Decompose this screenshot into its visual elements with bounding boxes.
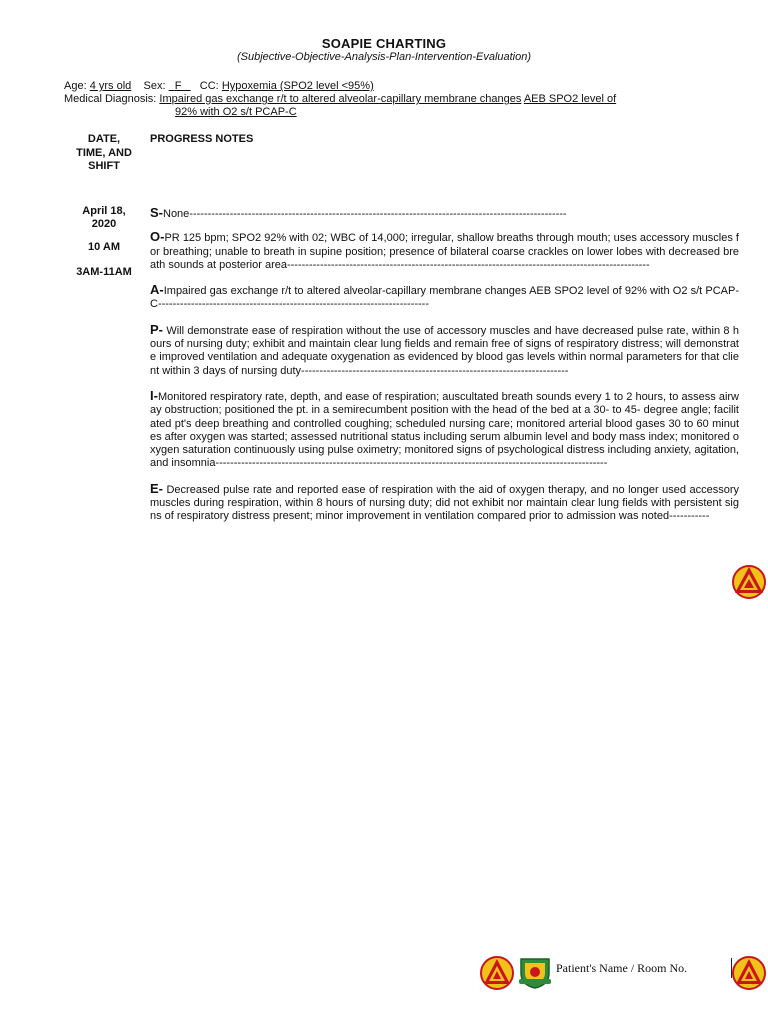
patient-name-room-label: Patient's Name / Room No.: [556, 961, 688, 975]
cc-label: CC:: [199, 80, 219, 92]
diagnosis-value: Impaired gas exchange r/t to altered alveolar-capillary membrane changes: [159, 93, 522, 105]
note-analysis: A-Impaired gas exchange r/t to altered alveolar-capillary membrane changes AEB SPO2 level of 92% with O2 s/t PCAP-C--------------------------------------------------------------------------: [150, 282, 739, 311]
entry-date: April 18, 2020: [82, 205, 126, 230]
age-value: 4 yrs old: [89, 80, 132, 92]
entry-time: 10 AM: [88, 241, 120, 253]
note-objective: O-PR 125 bpm; SPO2 92% with 02; WBC of 14,000; irregular, shallow breaths through mouth; uses accessory muscles for breathing; unable to breath in supine position; presence of bilateral coarse crackles on lower lobes with decreased breath sounds at posterior area---------------------------------------------------------------------------------------------------: [150, 229, 739, 271]
nursing-seal-icon: [479, 955, 515, 991]
entry-shift: 3AM-11AM: [76, 266, 132, 278]
page-title: SOAPIE CHARTING: [321, 36, 447, 51]
patient-info-line-2: [64, 93, 616, 106]
progress-notes: [150, 206, 739, 535]
page-subtitle: (Subjective-Objective-Analysis-Plan-Intervention-Evaluation): [236, 51, 532, 63]
crest-icon: [517, 953, 553, 989]
sex-label: Sex:: [143, 80, 166, 92]
school-seal-icon: [731, 562, 767, 600]
note-subjective: S-None-------------------------------------------------------------------------------------------------------: [150, 205, 567, 220]
note-plan: P- Will demonstrate ease of respiration without the use of accessory muscles and have decreased pulse rate, within 8 hours of nursing duty; exhibit and maintain clear lung fields and remain free of signs of respiratory distress; will demonstrate improved ventilation and adequate oxygenation as evidenced by blood gas levels within normal parameters for that client within 3 days of nursing duty-------------------------------------------------------------------------: [150, 321, 739, 377]
diagnosis-value-cont: AEB SPO2 level of: [523, 93, 617, 105]
age-label: Age:: [64, 80, 87, 92]
patient-info-line-3: [64, 106, 616, 119]
patient-info: [64, 80, 616, 119]
progress-notes-header: PROGRESS NOTES: [150, 133, 254, 145]
date-time-shift-header: DATE, TIME, AND SHIFT: [76, 133, 132, 172]
diagnosis-value-line-2: 92% with O2 s/t PCAP-C: [175, 106, 297, 118]
school-seal-footer-icon: [731, 955, 767, 991]
cc-value: Hypoxemia (SPO2 level <95%): [221, 80, 374, 92]
note-intervention: I-Monitored respiratory rate, depth, and ease of respiration; auscultated breath sounds every 1 to 2 hours, to assess airway obstruction; positioned the pt. in a semirecumbent position with the head of the bed at a 30- to 45- degree angle; facilitated pt's deep breathing and controlled coughing; scheduled nursing care; monitored arterial blood gases 30 to 60 minutes after oxygen was started; assessed nutritional status including serum albumin level and body mass index; monitored oxygen saturation continuously using pulse oximetry; monitored signs of psychological distress including anxiety, agitation, and insomnia-----------------------------------------------------------------------------------------------------------: [150, 387, 739, 470]
sex-value: F: [174, 80, 182, 92]
note-evaluation: E- Decreased pulse rate and reported ease of respiration with the aid of oxygen therapy, and no longer used accessory muscles during respiration, within 8 hours of nursing duty; did not exhibit nor maintain clear lung fields with persistent signs of respiratory distress present; minor improvement in ventilation compared prior to admission was noted-----------: [150, 480, 739, 523]
diagnosis-label: Medical Diagnosis:: [64, 93, 157, 105]
patient-info-line-1: [64, 80, 616, 93]
